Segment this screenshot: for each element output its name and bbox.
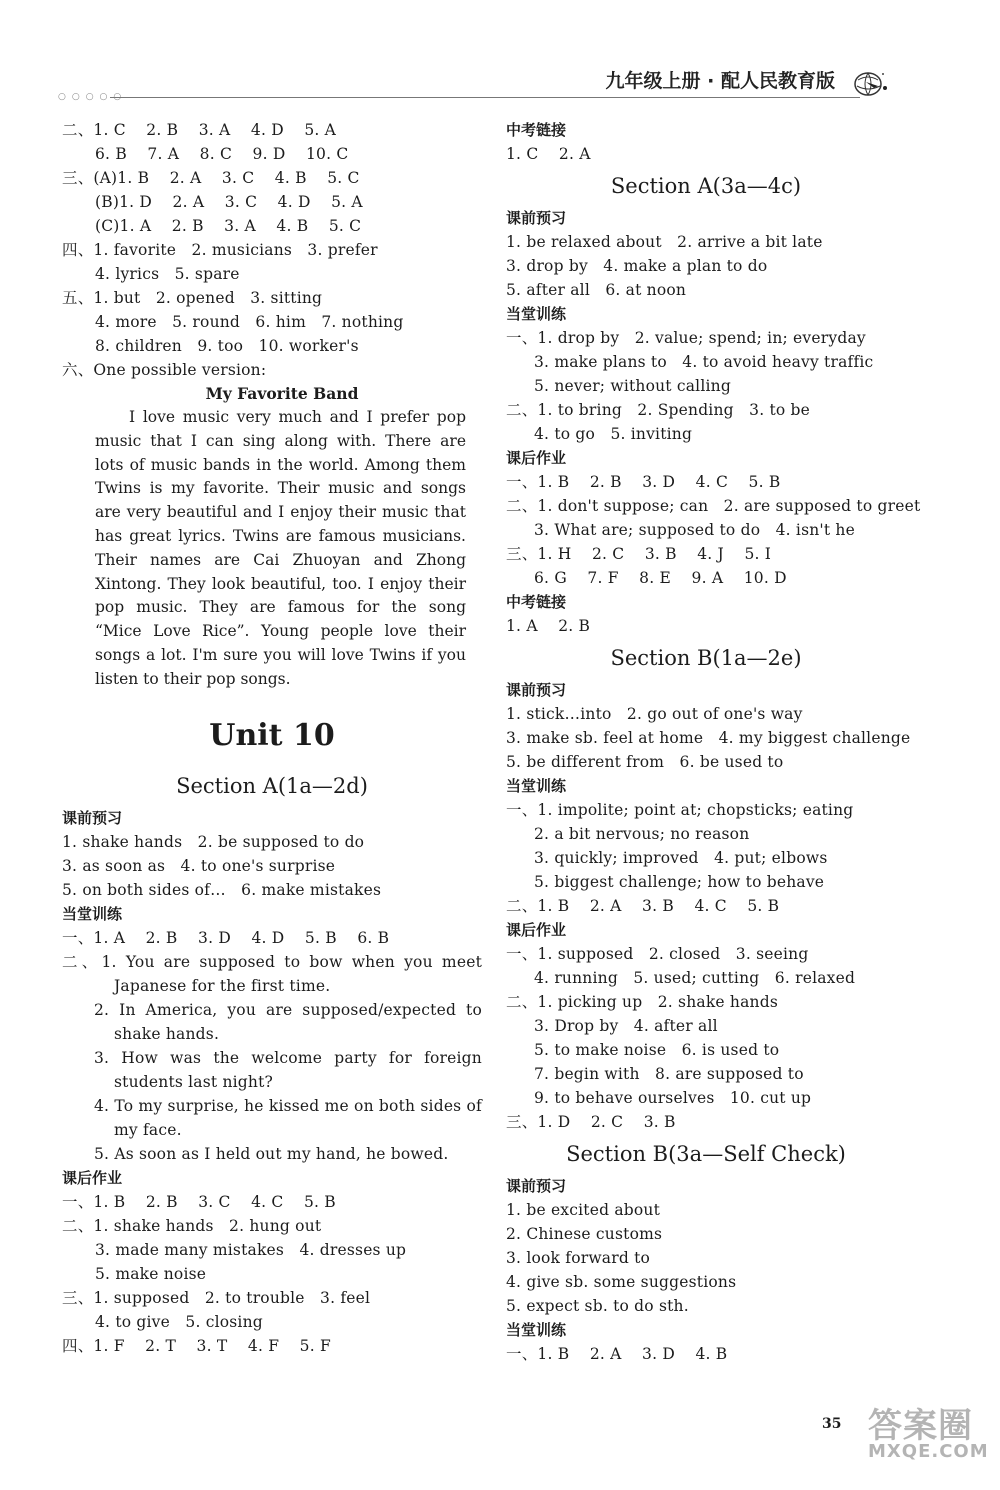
watermark-top: 答案圈 <box>868 1406 973 1446</box>
heading-exam-link: 中考链接 <box>506 121 567 139</box>
answer-line: 1. be excited about <box>506 1201 661 1219</box>
answer-line: 二、1. don't suppose; can 2. are supposed to greet <box>506 497 921 515</box>
answer-line: 4. more 5. round 6. him 7. nothing <box>95 313 404 331</box>
right-column <box>506 118 921 1366</box>
answer-line: 1. C 2. A <box>506 145 591 163</box>
answer-line: 二、1. picking up 2. shake hands <box>506 993 779 1011</box>
watermark-bottom: MXQE.COM <box>868 1441 989 1462</box>
answer-line: 3. drop by 4. make a plan to do <box>506 257 768 275</box>
answer-line: 7. begin with 8. are supposed to <box>534 1065 804 1083</box>
answer-line: 5. expect sb. to do sth. <box>506 1297 689 1315</box>
answer-line: 5. never; without calling <box>534 377 731 395</box>
answer-line: 3. made many mistakes 4. dresses up <box>95 1240 407 1259</box>
answer-line: 3. What are; supposed to do 4. isn't he <box>534 521 855 539</box>
answer-line: 六、One possible version: <box>62 361 267 379</box>
section-title: Section A(1a—2d) <box>176 773 368 798</box>
answer-line: 3. Drop by 4. after all <box>534 1017 718 1035</box>
answer-line: 3. How was the welcome party for foreign students last night? <box>94 1048 482 1091</box>
globe-logo-icon <box>852 68 890 98</box>
heading-homework: 课后作业 <box>506 449 567 467</box>
answer-line: (B)1. D 2. A 3. C 4. D 5. A <box>95 193 363 211</box>
book-title: 九年级上册 · 配人民教育版 <box>605 70 835 92</box>
answer-line: 3. quickly; improved 4. put; elbows <box>534 849 828 867</box>
answer-line: 1. A 2. B <box>506 617 591 635</box>
answer-line: 四、1. F 2. T 3. T 4. F 5. F <box>62 1336 331 1355</box>
decorative-dots: ○○○○○ <box>58 92 128 102</box>
answer-line: 5. make noise <box>95 1264 207 1283</box>
answer-line: 二、1. You are supposed to bow when you meet Japanese for the first time. <box>62 952 482 995</box>
heading-preview: 课前预习 <box>62 808 123 827</box>
answer-line: 三、(A)1. B 2. A 3. C 4. B 5. C <box>62 169 360 187</box>
heading-class-practice: 当堂训练 <box>62 904 123 923</box>
page-number: 35 <box>822 1416 842 1432</box>
answer-line: 2. a bit nervous; no reason <box>534 825 750 843</box>
answer-line: 二、1. shake hands 2. hung out <box>62 1216 322 1235</box>
heading-preview: 课前预习 <box>506 1177 567 1195</box>
answer-line: 3. make plans to 4. to avoid heavy traffic <box>534 353 874 371</box>
heading-homework: 课后作业 <box>62 1168 123 1187</box>
section-title: Section B(1a—2e) <box>610 646 802 670</box>
answer-line: 一、1. drop by 2. value; spend; in; everyday <box>506 329 866 347</box>
answer-line: 5. biggest challenge; how to behave <box>534 873 825 891</box>
answer-line: 6. G 7. F 8. E 9. A 10. D <box>534 569 787 587</box>
page-header <box>50 62 920 104</box>
heading-class-practice: 当堂训练 <box>506 1321 567 1339</box>
heading-homework: 课后作业 <box>506 921 567 939</box>
answer-line: 8. children 9. too 10. worker's <box>95 337 359 355</box>
answer-line: 一、1. B 2. B 3. C 4. C 5. B <box>62 1192 336 1211</box>
answer-line: 5. after all 6. at noon <box>506 281 687 299</box>
answer-line: 二、1. B 2. A 3. B 4. C 5. B <box>506 897 780 915</box>
answer-line: 二、1. C 2. B 3. A 4. D 5. A <box>62 121 337 139</box>
answer-line: 一、1. supposed 2. closed 3. seeing <box>506 945 809 963</box>
unit-title: Unit 10 <box>209 717 335 753</box>
left-column <box>62 118 482 1358</box>
essay-title: My Favorite Band <box>205 384 359 403</box>
answer-line: 四、1. favorite 2. musicians 3. prefer <box>62 241 378 259</box>
answer-line: 4. To my surprise, he kissed me on both sides of my face. <box>94 1096 482 1139</box>
answer-line: 五、1. but 2. opened 3. sitting <box>62 289 323 307</box>
answer-line: 6. B 7. A 8. C 9. D 10. C <box>95 145 349 163</box>
answer-line: 2. Chinese customs <box>506 1225 663 1243</box>
heading-preview: 课前预习 <box>506 209 567 227</box>
answer-line: 4. lyrics 5. spare <box>95 265 240 283</box>
answer-line: 4. running 5. used; cutting 6. relaxed <box>534 969 856 987</box>
answer-line: 9. to behave ourselves 10. cut up <box>534 1089 812 1107</box>
answer-line: 一、1. A 2. B 3. D 4. D 5. B 6. B <box>62 928 390 947</box>
answer-line: 一、1. impolite; point at; chopsticks; eating <box>506 801 854 819</box>
section-title: Section A(3a—4c) <box>610 174 802 198</box>
answer-line: 三、1. supposed 2. to trouble 3. feel <box>62 1288 371 1307</box>
answer-line: 5. As soon as I held out my hand, he bowed. <box>94 1144 449 1163</box>
answer-line: 4. to go 5. inviting <box>534 425 693 443</box>
header-rule <box>110 97 860 98</box>
answer-line: 3. as soon as 4. to one's surprise <box>62 856 336 875</box>
answer-line: 1. be relaxed about 2. arrive a bit late <box>506 233 823 251</box>
answer-line: 2. In America, you are supposed/expected to shake hands. <box>94 1000 482 1043</box>
answer-line: 4. to give 5. closing <box>95 1312 263 1331</box>
heading-class-practice: 当堂训练 <box>506 777 567 795</box>
answer-line: 1. shake hands 2. be supposed to do <box>62 832 365 851</box>
answer-line: 3. make sb. feel at home 4. my biggest challenge <box>506 729 911 747</box>
answer-line: 一、1. B 2. A 3. D 4. B <box>506 1345 728 1363</box>
heading-class-practice: 当堂训练 <box>506 305 567 323</box>
heading-exam-link: 中考链接 <box>506 593 567 611</box>
answer-line: 三、1. D 2. C 3. B <box>506 1113 676 1131</box>
answer-line: 1. stick…into 2. go out of one's way <box>506 705 803 723</box>
answer-line: 5. be different from 6. be used to <box>506 753 784 771</box>
answer-line: 4. give sb. some suggestions <box>506 1273 737 1291</box>
essay-body: I love music very much and I prefer pop music that I can sing along with. There are lots of music bands in the world. Among them Twins is my favorite. Their music and songs are very beautiful and I enjoy their music that has great lyrics. Twins are famous musicians. Their names are Cai Zhuoyan and Zhong Xintong. They look beautiful, too. I enjoy their pop music. They are famous for the song “Mice Love Rice”. Young people love their songs a lot. I'm sure you will love Twins if you listen to their pop songs. <box>95 408 466 688</box>
section-title: Section B(3a—Self Check) <box>566 1142 846 1166</box>
answer-line: 二、1. to bring 2. Spending 3. to be <box>506 401 811 419</box>
answer-line: 5. to make noise 6. is used to <box>534 1041 780 1059</box>
watermark <box>868 1398 988 1478</box>
answer-line: 5. on both sides of… 6. make mistakes <box>62 880 382 899</box>
answer-line: 一、1. B 2. B 3. D 4. C 5. B <box>506 473 781 491</box>
answer-line: (C)1. A 2. B 3. A 4. B 5. C <box>95 217 362 235</box>
heading-preview: 课前预习 <box>506 681 567 699</box>
answer-line: 3. look forward to <box>506 1249 651 1267</box>
answer-line: 三、1. H 2. C 3. B 4. J 5. I <box>506 545 772 563</box>
